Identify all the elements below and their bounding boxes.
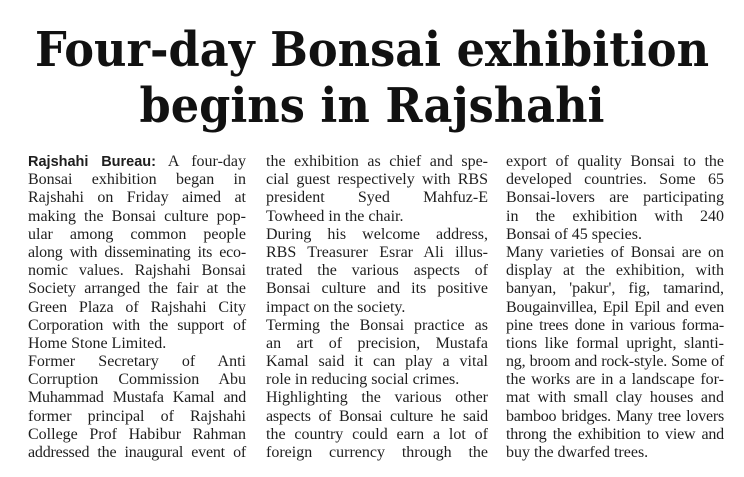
article-line: the country could earn a lot of [266, 425, 488, 443]
article-line: throng the exhibition to view and [506, 425, 724, 443]
article-line: During his welcome address, [266, 225, 488, 243]
headline-line-2: begins in Rajshahi [139, 78, 605, 134]
article-line: Kamal said it can play a vital [266, 353, 488, 371]
article-line: pine trees done in various forma- [506, 316, 724, 334]
article-line: the exhibition as chief and spe- [266, 153, 488, 170]
article-line: the works are in a landscape for- [506, 371, 724, 389]
article-line: RBS Treasurer Esrar Ali illus- [266, 243, 488, 261]
article-line: Corporation with the support of [28, 316, 246, 334]
article-column-3 [506, 153, 724, 462]
article-line: Muhammad Mustafa Kamal and [28, 389, 246, 407]
article-line: mat with small clay houses and [506, 389, 724, 407]
article-line: cial guest respectively with RBS [266, 171, 488, 189]
article-line: Terming the Bonsai practice as [266, 316, 488, 334]
article-line: Bonsai-lovers are participating [506, 189, 724, 207]
article-line: ng, broom and rock-style. Some of [506, 353, 724, 371]
article-line: banyan, 'pakur', fig, tamarind, [506, 280, 724, 298]
article-line: president Syed Mahfuz-E [266, 189, 488, 207]
article-line: College Prof Habibur Rahman [28, 425, 246, 443]
article-line: trated the various aspects of [266, 262, 488, 280]
headline-line-1: Four-day Bonsai exhibition [34, 22, 710, 78]
article-line-text: A four-day [155, 153, 246, 170]
article-line: aspects of Bonsai culture he said [266, 407, 488, 425]
article-line: Bonsai of 45 species. [506, 225, 642, 243]
article-line: export of quality Bonsai to the [506, 153, 724, 170]
byline: Rajshahi Bureau: [28, 154, 156, 170]
article-line: Bougainvillea, Epil Epil and even [506, 298, 724, 316]
article-line: Towheed in the chair. [266, 207, 404, 225]
article-line: role in reducing social crimes. [266, 371, 460, 389]
article-line: Green Plaza of Rajshahi City [28, 298, 246, 316]
article-line: tions like formal upright, slanti- [506, 334, 724, 352]
article-line: Highlighting the various other [266, 389, 488, 407]
article-line: Former Secretary of Anti [28, 353, 246, 371]
article-line: ular among common people [28, 225, 246, 243]
article-line [28, 153, 246, 171]
article-line: Bonsai culture and its positive [266, 280, 488, 298]
article-line: making the Bonsai culture pop- [28, 207, 246, 225]
article-line: developed countries. Some 65 [506, 171, 724, 189]
article-column-2 [266, 153, 488, 462]
article-line: foreign currency through the [266, 444, 488, 461]
article-line: Corruption Commission Abu [28, 371, 246, 389]
article-line: Society arranged the fair at the [28, 280, 246, 298]
article-line: addressed the inaugural event of [28, 444, 246, 461]
article-line: bamboo bridges. Many tree lovers [506, 407, 724, 425]
article-line: Many varieties of Bonsai are on [506, 243, 724, 261]
article-line: impact on the society. [266, 298, 406, 316]
article-line: buy the dwarfed trees. [506, 444, 649, 461]
headline [26, 22, 718, 134]
article-line: Home Stone Limited. [28, 334, 167, 352]
article-line: an art of precision, Mustafa [266, 334, 488, 352]
article-line: display at the exhibition, with [506, 262, 724, 280]
article-line: nomic values. Rajshahi Bonsai [28, 262, 246, 280]
article-line: former principal of Rajshahi [28, 407, 246, 425]
article-line: in the exhibition with 240 [506, 207, 724, 225]
article-line: along with disseminating its eco- [28, 243, 246, 261]
article-line: Rajshahi on Friday aimed at [28, 189, 246, 207]
article-column-1 [28, 153, 246, 462]
article-line: Bonsai exhibition began in [28, 171, 246, 189]
